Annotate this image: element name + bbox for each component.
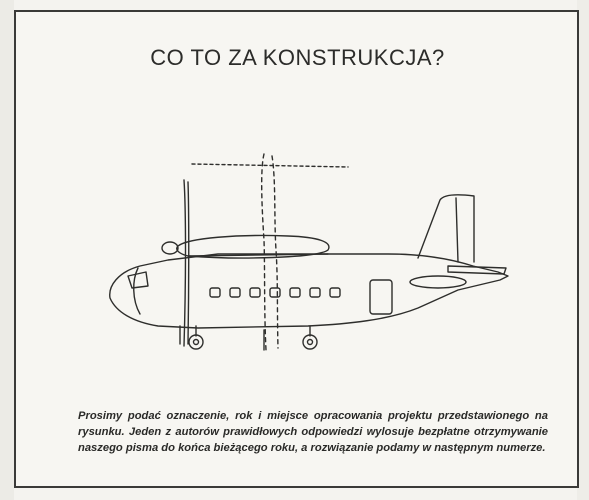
rotor-blade-line bbox=[192, 164, 348, 167]
fuselage bbox=[110, 254, 508, 328]
quiz-box bbox=[14, 10, 579, 488]
quiz-caption: Prosimy podać oznaczenie, rok i miejsce opracowania projektu przedstawionego na rysunku. Jeden z autorów prawidłowych odpowiedzi wylosuje bezpłatne otrzymywanie naszego pisma do końca bieżącego roku, a rozwiązanie podamy w następnym numerze. bbox=[78, 410, 548, 454]
aircraft-drawing bbox=[88, 150, 528, 360]
rotor-mast-line bbox=[262, 154, 266, 350]
quiz-title: CO TO ZA KONSTRUKCJA? bbox=[150, 45, 445, 70]
page-edge-left bbox=[0, 0, 14, 500]
tail-fin bbox=[418, 195, 474, 262]
propeller-blade bbox=[184, 180, 186, 346]
